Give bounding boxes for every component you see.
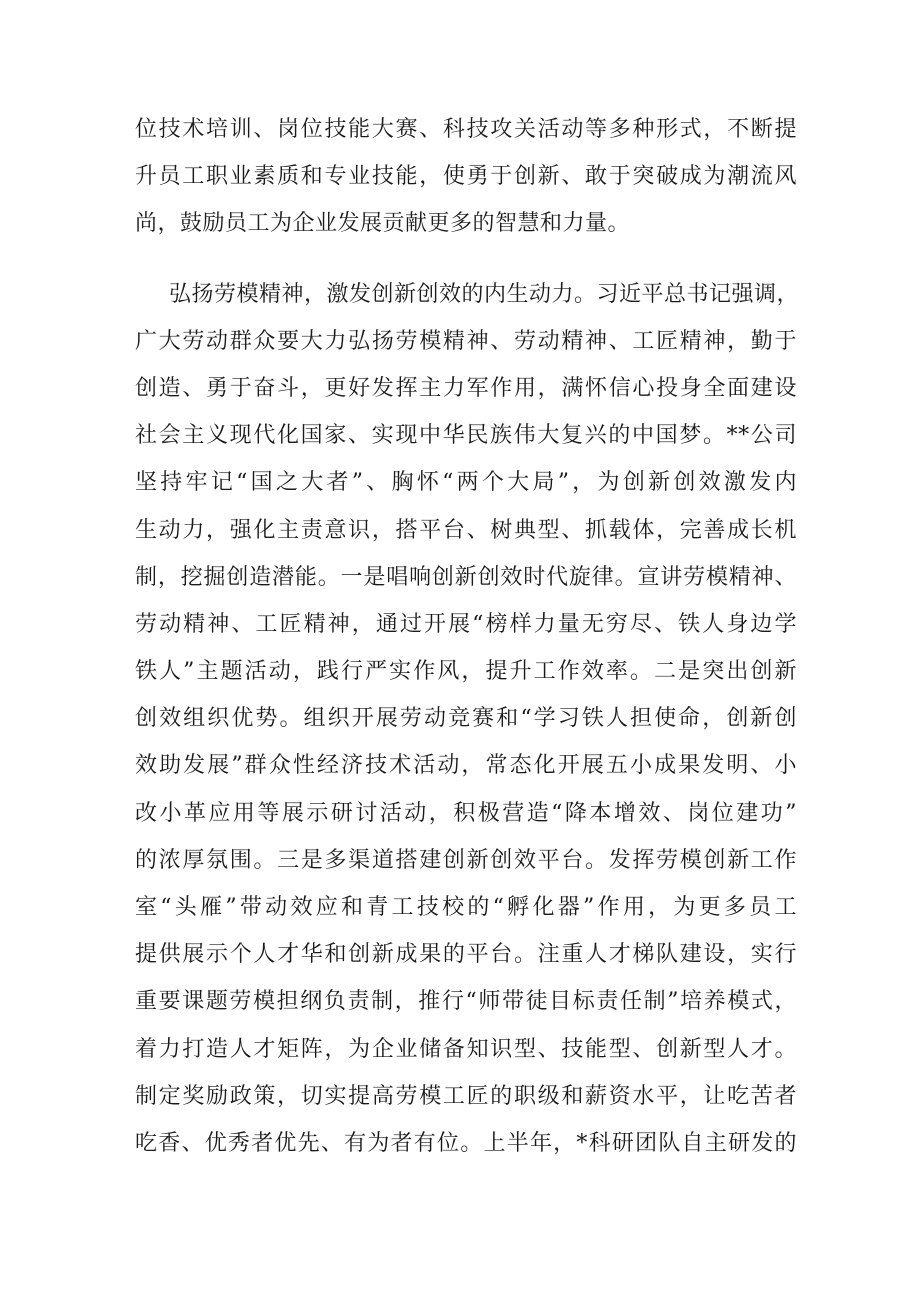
text-line: 弘扬劳模精神，激发创新创效的内生动力。习近平总书记强调， — [169, 281, 800, 307]
text-line: 制定奖励政策，切实提高劳模工匠的职级和薪资水平，让吃苦者 — [135, 1083, 797, 1109]
text-line: 制，挖掘创造潜能。一是唱响创新创效时代旋律。宣讲劳模精神、 — [135, 564, 797, 590]
text-line: 坚持牢记“国之大者”、胸怀“两个大局”，为创新创效激发内 — [135, 470, 797, 496]
text-line: 广大劳动群众要大力弘扬劳模精神、劳动精神、工匠精神，勤于 — [135, 328, 797, 354]
text-line: 重要课题劳模担纲负责制，推行“师带徒目标责任制”培养模式， — [135, 989, 797, 1015]
text-line: 的浓厚氛围。三是多渠道搭建创新创效平台。发挥劳模创新工作 — [135, 847, 797, 873]
text-line: 生动力，强化主责意识，搭平台、树典型、抓载体，完善成长机 — [135, 517, 797, 543]
text-line: 升员工职业素质和专业技能，使勇于创新、敢于突破成为潮流风 — [135, 164, 797, 190]
text-line: 尚，鼓励员工为企业发展贡献更多的智慧和力量。 — [135, 211, 631, 237]
text-line: 创造、勇于奋斗，更好发挥主力军作用，满怀信心投身全面建设 — [135, 375, 797, 401]
text-line: 铁人”主题活动，践行严实作风，提升工作效率。二是突出创新 — [135, 659, 797, 685]
text-line: 位技术培训、岗位技能大赛、科技攻关活动等多种形式，不断提 — [135, 117, 797, 142]
text-line: 着力打造人才矩阵，为企业储备知识型、技能型、创新型人才。 — [135, 1036, 797, 1062]
text-line: 改小革应用等展示研讨活动，积极营造“降本增效、岗位建功” — [135, 800, 797, 826]
text-line: 社会主义现代化国家、实现中华民族伟大复兴的中国梦。**公司 — [135, 423, 797, 449]
text-line: 室“头雁”带动效应和青工技校的“孵化器”作用，为更多员工 — [135, 895, 797, 920]
text-line: 劳动精神、工匠精神，通过开展“榜样力量无穷尽、铁人身边学 — [135, 611, 797, 637]
text-line: 提供展示个人才华和创新成果的平台。注重人才梯队建设，实行 — [135, 942, 797, 968]
text-line: 创效组织优势。组织开展劳动竞赛和“学习铁人担使命，创新创 — [135, 706, 797, 732]
text-line: 效助发展”群众性经济技术活动，常态化开展五小成果发明、小 — [135, 753, 797, 779]
paragraph-gap — [135, 248, 797, 271]
text-line: 吃香、优秀者优先、有为者有位。上半年，*科研团队自主研发的 — [135, 1130, 797, 1156]
document-body — [135, 106, 800, 1167]
